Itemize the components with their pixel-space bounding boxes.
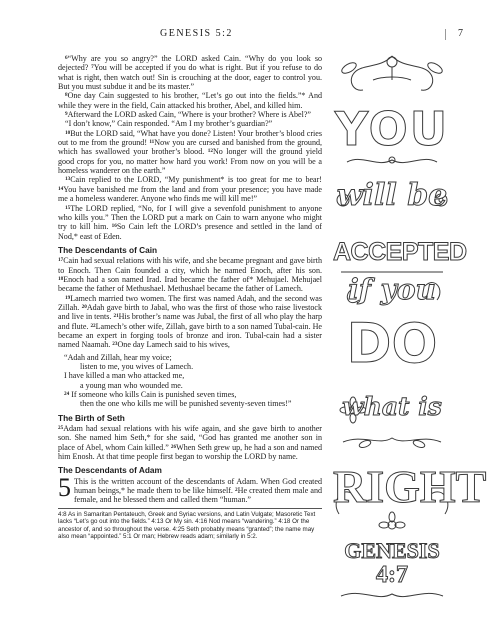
- verse-text: You will be accepted if you do what is right. But if you refuse to do what is right, then watch out! Sin is crouching at the door, eager to control you. But you must subdue it and be its master.”: [58, 63, 323, 92]
- verse-number: 13: [65, 176, 71, 183]
- running-header: [0, 28, 500, 42]
- header-divider: [445, 29, 446, 40]
- art-reference-verse: 4:7: [376, 562, 408, 588]
- verse-number: 23: [112, 341, 118, 348]
- verse-text: Lamech’s other wife, Zillah, gave birth to a son named Tubal-cain. He became an expert in forging tools of bronze and iron. Tubal-cain had a sister named Naamah.: [58, 321, 322, 350]
- verse-paragraph: [58, 472, 322, 505]
- poem: [64, 353, 322, 409]
- verse-text: One day Cain suggested to his brother, “Let’s go out into the fields.”* And while they were in the field, Cain attacked his brother, Abel, and killed him.: [58, 91, 322, 110]
- art-word-if-you: if you: [348, 273, 436, 306]
- verse-number: 11: [149, 139, 155, 146]
- verse-number: 21: [113, 313, 119, 320]
- verse-text: His brother’s name was Jubal, the first of all who play the harp and flute.: [58, 312, 322, 331]
- verse-text: No longer will the ground yield good crops for you, no matter how hard you work! From now on you will be a homeless wanderer on the earth.”: [58, 147, 323, 176]
- verse-paragraph: [58, 294, 322, 350]
- verse-text: You have banished me from the land and from your presence; you have made me a homeless wanderer. Anyone who finds me will kill me!”: [58, 184, 322, 204]
- verse-paragraph: [58, 204, 322, 241]
- art-word-will-be: will be: [336, 178, 448, 213]
- verse-text: “Why are you so angry?” the LORD asked Cain. “Why do you look so dejected?: [58, 54, 322, 73]
- verse-number: 15: [65, 204, 71, 211]
- verse-paragraph: [58, 119, 322, 128]
- verse-text: This is the written account of the descendants of Adam. When God created human beings,* he made them to be like himself.: [74, 476, 322, 496]
- verse-text: Enoch had a son named Irad. Irad became the father of* Mehujael. Mehujael became the father of Methushael. Methushael became the father of Lamech.: [58, 274, 322, 294]
- section-heading: The Birth of Seth: [58, 412, 125, 423]
- art-word-what-is: what is: [342, 392, 442, 421]
- verse-number: 12: [207, 148, 213, 155]
- poem-line: listen to me, you wives of Lamech.: [80, 362, 194, 371]
- verse-paragraph: [58, 424, 322, 461]
- verse-text: Cain replied to the LORD, “My punishment* is too great for me to bear!: [70, 175, 322, 185]
- verse-text: Lamech married two women. The first was named Adah, and the second was Zillah.: [58, 293, 322, 312]
- verse-text: So Cain left the LORD’s presence and settled in the land of Nod,* east of Eden.: [58, 222, 322, 241]
- verse-number: 6: [65, 55, 68, 61]
- verse-text: One day Lamech said to his wives,: [117, 340, 230, 350]
- verse-paragraph: [58, 175, 322, 203]
- verse-number: 16: [111, 223, 117, 230]
- verse-paragraph: [58, 110, 322, 119]
- running-head: GENESIS 5:2: [160, 28, 233, 39]
- verse-number: 14: [58, 185, 64, 192]
- verse-text: He created them male and female, and he blessed them and called them “human.”: [74, 486, 322, 505]
- verse-text: Afterward the LORD asked Cain, “Where is your brother? Where is Abel?”: [67, 110, 311, 120]
- verse-number: 9: [65, 111, 68, 118]
- verse-number: 24: [64, 391, 70, 398]
- poem-line: I have killed a man who attacked me,: [64, 371, 185, 381]
- art-word-right: RIGHT: [333, 461, 487, 512]
- verse-number: 7: [91, 64, 94, 71]
- verse-text: “I don’t know,” Cain responded. “Am I my brother’s guardian?”: [65, 119, 273, 129]
- verse-text: Now you are cursed and banished from the ground, which has swallowed your brother’s blood.: [58, 138, 323, 157]
- verse-paragraph: [58, 91, 322, 110]
- verse-text: But the LORD said, “What have you done? Listen! Your brother’s blood cries out to me from the ground!: [58, 128, 322, 148]
- verse-number: 20: [81, 303, 87, 310]
- verse-number: 2: [235, 487, 238, 494]
- verse-number: 10: [65, 129, 71, 136]
- art-word-you: YOU: [334, 102, 450, 156]
- poem-line: [64, 390, 322, 399]
- verse-text: Adam had sexual relations with his wife again, and she gave birth to another son. She named him Seth,* for she said, “God has granted me another son in place of Abel, whom Cain killed.”: [58, 424, 322, 452]
- art-reference-book: GENESIS: [344, 538, 440, 563]
- verse-text: When Seth grew up, he had a son and named him Enosh. At that time people first began to worship the LORD by name.: [58, 442, 322, 462]
- section-heading: The Descendants of Adam: [58, 465, 162, 476]
- chapter-number: 5: [58, 472, 71, 502]
- verse-text: Cain had sexual relations with his wife, and she became pregnant and gave birth to Enoch. Then Cain founded a city, which he named Enoch, after his son.: [58, 256, 322, 275]
- verse-text: Adah gave birth to Jabal, who was the first of those who raise livestock and live in tents.: [58, 302, 323, 322]
- verse-number: 19: [65, 294, 71, 301]
- art-word-accepted: ACCEPTED: [333, 238, 467, 266]
- verse-number: 18: [58, 275, 64, 282]
- poem-line: then the one who kills me will be punished seventy-seven times!”: [80, 399, 292, 409]
- verse-paragraph: [58, 129, 322, 176]
- verse-number: 26: [170, 443, 177, 450]
- verse-number: 17: [58, 257, 64, 264]
- verse-number: 25: [58, 425, 64, 432]
- coloring-art-panel: [333, 50, 487, 610]
- verse-number: 22: [90, 322, 96, 329]
- verse-paragraph: [58, 54, 322, 91]
- verse-paragraph: [58, 256, 322, 293]
- footnotes: 4:8 As in Samaritan Pentateuch, Greek and Syriac versions, and Latin Vulgate; Masoretic Text lacks “Let’s go out into the fields.” 4:13 Or My sin. 4:16 Nod means “wandering.” 4:18 Or the ancestor of, and so throughout the verse. 4:25 Seth probably means “granted”; the name may also mean “appointed.” 5:1 Or man; Hebrew reads adam; similarly in 5:2.: [58, 508, 322, 541]
- art-word-do: DO: [346, 312, 438, 375]
- poem-line: a young man who wounded me.: [80, 380, 183, 390]
- scripture-column: [58, 54, 322, 540]
- verse-text: The LORD replied, “No, for I will give a sevenfold punishment to anyone who kills you.” Then the LORD put a mark on Cain to warn anyone who might try to kill him.: [58, 203, 322, 232]
- page-number: 7: [458, 28, 463, 39]
- section-heading: The Descendants of Cain: [58, 244, 158, 255]
- poem-text: If someone who kills Cain is punished seven times,: [71, 390, 237, 400]
- poem-line: “Adah and Zillah, hear my voice;: [64, 352, 172, 362]
- verse-number: 8: [65, 92, 68, 99]
